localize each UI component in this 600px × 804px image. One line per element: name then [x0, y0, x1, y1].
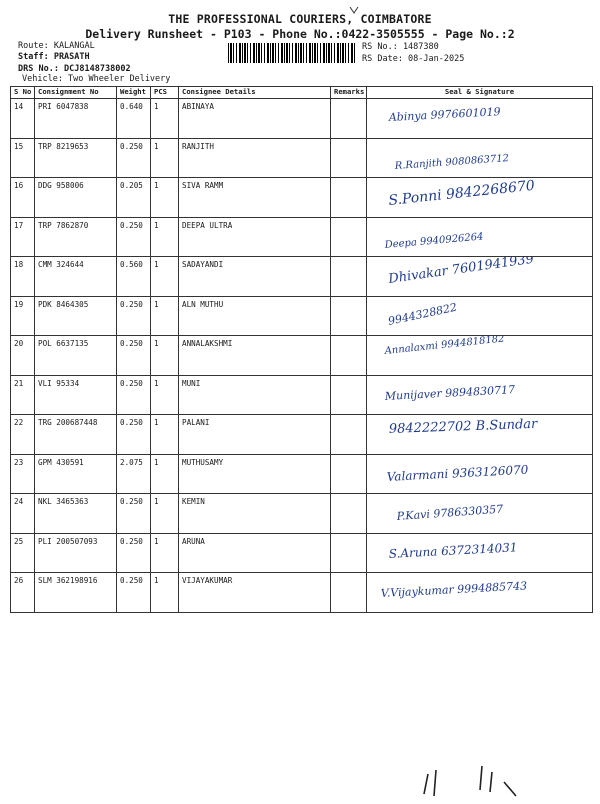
row-consignee: PALANI: [179, 415, 331, 455]
row-sno: 15: [11, 138, 35, 178]
row-pcs: 1: [151, 296, 179, 336]
row-pcs: 1: [151, 99, 179, 139]
row-consignment-no: PRI 6047838: [35, 99, 117, 139]
row-signature: [367, 251, 593, 297]
row-signature: [367, 533, 593, 573]
row-sno: 17: [11, 217, 35, 257]
row-consignment-no: SLM 362198916: [35, 573, 117, 613]
row-consignee: RANJITH: [179, 138, 331, 178]
row-sno: 22: [11, 415, 35, 455]
rs-date: RS Date: 08-Jan-2025: [362, 54, 465, 64]
row-pcs: 1: [151, 138, 179, 178]
row-sno: 24: [11, 494, 35, 534]
row-signature: [367, 415, 593, 455]
table-row: [11, 573, 593, 613]
row-signature: [367, 178, 593, 218]
barcode: [228, 43, 356, 63]
row-remarks: [331, 494, 367, 534]
row-weight: 0.250: [117, 217, 151, 257]
row-sno: 20: [11, 336, 35, 376]
signature-handwriting: V.Vijaykumar 9994885743: [380, 579, 528, 600]
row-signature: [367, 494, 593, 534]
row-remarks: [331, 296, 367, 336]
col-weight: Weight: [117, 87, 151, 99]
row-remarks: [331, 257, 367, 297]
table-row: [11, 217, 593, 257]
table-row: [11, 138, 593, 178]
table-row: [11, 257, 593, 297]
row-consignee: SIVA RAMM: [179, 178, 331, 218]
row-consignment-no: VLI 95334: [35, 375, 117, 415]
signature-handwriting: S.Aruna 6372314031: [388, 539, 518, 561]
row-signature: [367, 99, 593, 139]
row-consignee: VIJAYAKUMAR: [179, 573, 331, 613]
row-signature: [367, 454, 593, 494]
row-consignment-no: TRG 200687448: [35, 415, 117, 455]
row-weight: 2.075: [117, 454, 151, 494]
row-weight: 0.250: [117, 296, 151, 336]
row-sno: 14: [11, 99, 35, 139]
table-row: [11, 454, 593, 494]
table-row: [11, 375, 593, 415]
row-consignee: SADAYANDI: [179, 257, 331, 297]
row-sno: 23: [11, 454, 35, 494]
row-pcs: 1: [151, 494, 179, 534]
row-weight: 0.250: [117, 573, 151, 613]
signature-handwriting: S.Ponni 9842268670: [387, 177, 536, 209]
signature-handwriting: R.Ranjith 9080863712: [394, 152, 510, 172]
row-pcs: 1: [151, 454, 179, 494]
row-weight: 0.205: [117, 178, 151, 218]
col-sno: S No: [11, 87, 35, 99]
row-pcs: 1: [151, 375, 179, 415]
row-consignment-no: GPM 430591: [35, 454, 117, 494]
col-consignee: Consignee Details: [179, 87, 331, 99]
row-consignment-no: TRP 7862870: [35, 217, 117, 257]
col-pcs: PCS: [151, 87, 179, 99]
signature-handwriting: Annalaxmi 9944818182: [384, 333, 506, 357]
row-signature: [367, 138, 593, 178]
row-consignment-no: NKL 3465363: [35, 494, 117, 534]
row-consignment-no: POL 6637135: [35, 336, 117, 376]
row-signature: [367, 375, 593, 415]
row-remarks: [331, 336, 367, 376]
row-consignment-no: TRP 8219653: [35, 138, 117, 178]
row-pcs: 1: [151, 336, 179, 376]
table-row: [11, 336, 593, 376]
col-signature: Seal & Signature: [367, 87, 593, 99]
row-consignment-no: CMM 324644: [35, 257, 117, 297]
row-remarks: [331, 178, 367, 218]
signature-handwriting: Dhivakar 7601941939: [387, 251, 535, 287]
row-weight: 0.250: [117, 336, 151, 376]
row-weight: 0.250: [117, 138, 151, 178]
row-sno: 19: [11, 296, 35, 336]
row-consignee: KEMIN: [179, 494, 331, 534]
row-pcs: 1: [151, 415, 179, 455]
row-consignee: ANNALAKSHMI: [179, 336, 331, 376]
runsheet-subtitle: Delivery Runsheet - P103 - Phone No.:0422-3505555 - Page No.:2: [85, 27, 515, 41]
row-pcs: 1: [151, 217, 179, 257]
table-row: [11, 415, 593, 455]
rs-number: RS No.: 1487380: [362, 42, 439, 52]
row-remarks: [331, 454, 367, 494]
signature-handwriting: 9944328822: [386, 300, 459, 328]
row-weight: 0.250: [117, 415, 151, 455]
row-consignee: ALN MUTHU: [179, 296, 331, 336]
col-consignment: Consignment No: [35, 87, 117, 99]
row-remarks: [331, 138, 367, 178]
table-row: [11, 296, 593, 336]
row-sno: 18: [11, 257, 35, 297]
row-pcs: 1: [151, 573, 179, 613]
scan-marks: [420, 760, 530, 804]
row-signature: [367, 296, 593, 336]
row-consignee: MUNI: [179, 375, 331, 415]
row-sno: 26: [11, 573, 35, 613]
row-remarks: [331, 99, 367, 139]
row-remarks: [331, 375, 367, 415]
signature-handwriting: Abinya 9976601019: [388, 105, 501, 124]
signature-handwriting: Munijaver 9894830717: [384, 382, 516, 403]
row-signature: [367, 333, 593, 376]
staff-label: Staff: PRASATH: [18, 52, 90, 62]
table-row: [11, 494, 593, 534]
row-weight: 0.250: [117, 533, 151, 573]
row-consignment-no: PLI 200507093: [35, 533, 117, 573]
row-signature: [367, 217, 593, 257]
col-remarks: Remarks: [331, 87, 367, 99]
vehicle-label: Vehicle: Two Wheeler Delivery: [22, 74, 171, 84]
row-sno: 21: [11, 375, 35, 415]
table-header-row: [11, 87, 593, 99]
row-consignment-no: DDG 958006: [35, 178, 117, 218]
row-consignee: DEEPA ULTRA: [179, 217, 331, 257]
table-row: [11, 533, 593, 573]
row-consignee: ARUNA: [179, 533, 331, 573]
row-remarks: [331, 533, 367, 573]
row-pcs: 1: [151, 178, 179, 218]
drs-number: DRS No.: DCJ8148738002: [18, 64, 131, 74]
row-remarks: [331, 217, 367, 257]
row-pcs: 1: [151, 533, 179, 573]
row-weight: 0.250: [117, 494, 151, 534]
row-sno: 25: [11, 533, 35, 573]
row-remarks: [331, 415, 367, 455]
row-signature: [367, 573, 593, 613]
row-pcs: 1: [151, 257, 179, 297]
row-sno: 16: [11, 178, 35, 218]
company-title: THE PROFESSIONAL COURIERS, COIMBATORE: [168, 12, 432, 26]
signature-handwriting: 9842222702 B.Sundar: [388, 416, 538, 437]
row-weight: 0.250: [117, 375, 151, 415]
signature-handwriting: Valarmani 9363126070: [386, 462, 529, 484]
signature-handwriting: Deepa 9940926264: [384, 230, 484, 251]
runsheet-table: [10, 86, 593, 613]
row-consignee: MUTHUSAMY: [179, 454, 331, 494]
signature-handwriting: P.Kavi 9786330357: [396, 502, 504, 523]
table-row: [11, 178, 593, 218]
route-label: Route: KALANGAL: [18, 41, 95, 51]
row-weight: 0.640: [117, 99, 151, 139]
table-row: [11, 99, 593, 139]
row-weight: 0.560: [117, 257, 151, 297]
row-consignee: ABINAYA: [179, 99, 331, 139]
row-consignment-no: PDK 8464305: [35, 296, 117, 336]
row-remarks: [331, 573, 367, 613]
